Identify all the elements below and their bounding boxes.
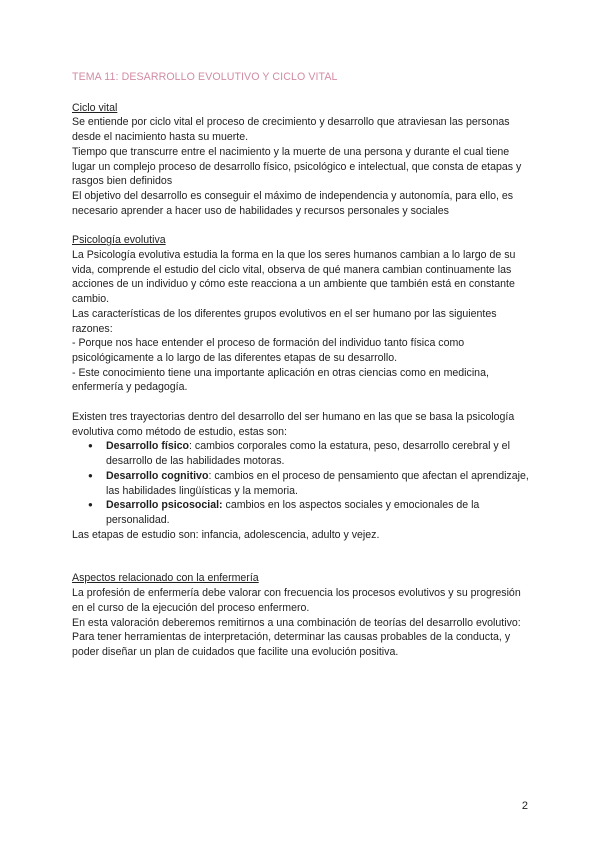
trayectorias-list xyxy=(72,439,532,527)
page-number: 2 xyxy=(521,800,528,812)
bullet-text: : cambios corporales como la estatura, peso, desarrollo cerebral y el desarrollo de las habilidades motoras. xyxy=(106,440,510,468)
page-title: TEMA 11: DESARROLLO EVOLUTIVO Y CICLO VITAL xyxy=(72,71,338,83)
bullet-term: Desarrollo psicosocial: xyxy=(106,499,223,512)
paragraph: - Porque nos hace entender el proceso de formación del individuo tanto física como psicológicamente a lo largo de las diferentes etapas de su desarrollo. xyxy=(72,337,465,364)
list-item xyxy=(106,469,532,498)
list-item xyxy=(106,439,532,468)
section-heading-enfermeria: Aspectos relacionado con la enfermería xyxy=(72,572,259,585)
paragraph: En esta valoración deberemos remitirnos a una combinación de teorías del desarrollo evolutivo: xyxy=(72,616,521,629)
bullet-text: cambios en los aspectos sociales y emocionales de la personalidad. xyxy=(106,499,480,526)
paragraph: Para tener herramientas de interpretación, determinar las causas probables de la conducta, y poder diseñar un plan de cuidados que facilite una evolución positiva. xyxy=(72,631,511,658)
section-heading-ciclo-vital: Ciclo vital xyxy=(72,101,118,114)
bullet-text: : cambios en el proceso de pensamiento que afectan el aprendizaje, las habilidades lingüísticas y la memoria. xyxy=(106,469,529,497)
document-page xyxy=(72,70,532,660)
paragraph: Las etapas de estudio son: infancia, adolescencia, adulto y vejez. xyxy=(72,528,380,541)
paragraph: La profesión de enfermería debe valorar con frecuencia los procesos evolutivos y su progresión en el curso de la ejecución del proceso enfermero. xyxy=(72,587,521,614)
paragraph: Se entiende por ciclo vital el proceso de crecimiento y desarrollo que atraviesan las personas desde el nacimiento hasta su muerte. xyxy=(72,116,510,144)
paragraph: Tiempo que transcurre entre el nacimiento y la muerte de una persona y durante el cual tiene lugar un complejo proceso de desarrollo físico, psicológico e intelectual, que consta de etapas y rasgos bien definidos xyxy=(72,145,522,188)
paragraph: El objetivo del desarrollo es conseguir el máximo de independencia y autonomía, para ello, es necesario aprender a hacer uso de habilidades y recursos personales y sociales xyxy=(72,189,514,217)
list-item xyxy=(106,498,532,527)
paragraph: Las características de los diferentes grupos evolutivos en el ser humano por las siguientes razones: xyxy=(72,307,497,335)
section-heading-psicologia-evolutiva: Psicología evolutiva xyxy=(72,234,166,247)
bullet-term: Desarrollo cognitivo xyxy=(106,469,209,482)
paragraph: Existen tres trayectorias dentro del desarrollo del ser humano en las que se basa la psicología evolutiva como método de estudio, estas son: xyxy=(72,411,515,438)
paragraph: - Este conocimiento tiene una importante aplicación en otras ciencias como en medicina, enfermería y pedagogía. xyxy=(72,366,489,394)
bullet-term: Desarrollo físico xyxy=(106,440,190,453)
paragraph: La Psicología evolutiva estudia la forma en la que los seres humanos cambian a lo largo de su vida, comprende el estudio del ciclo vital, observa de qué manera cambian continuamente las acciones de un individuo y cómo este reacciona a un ambiente que también está en constante cambio. xyxy=(72,249,516,306)
